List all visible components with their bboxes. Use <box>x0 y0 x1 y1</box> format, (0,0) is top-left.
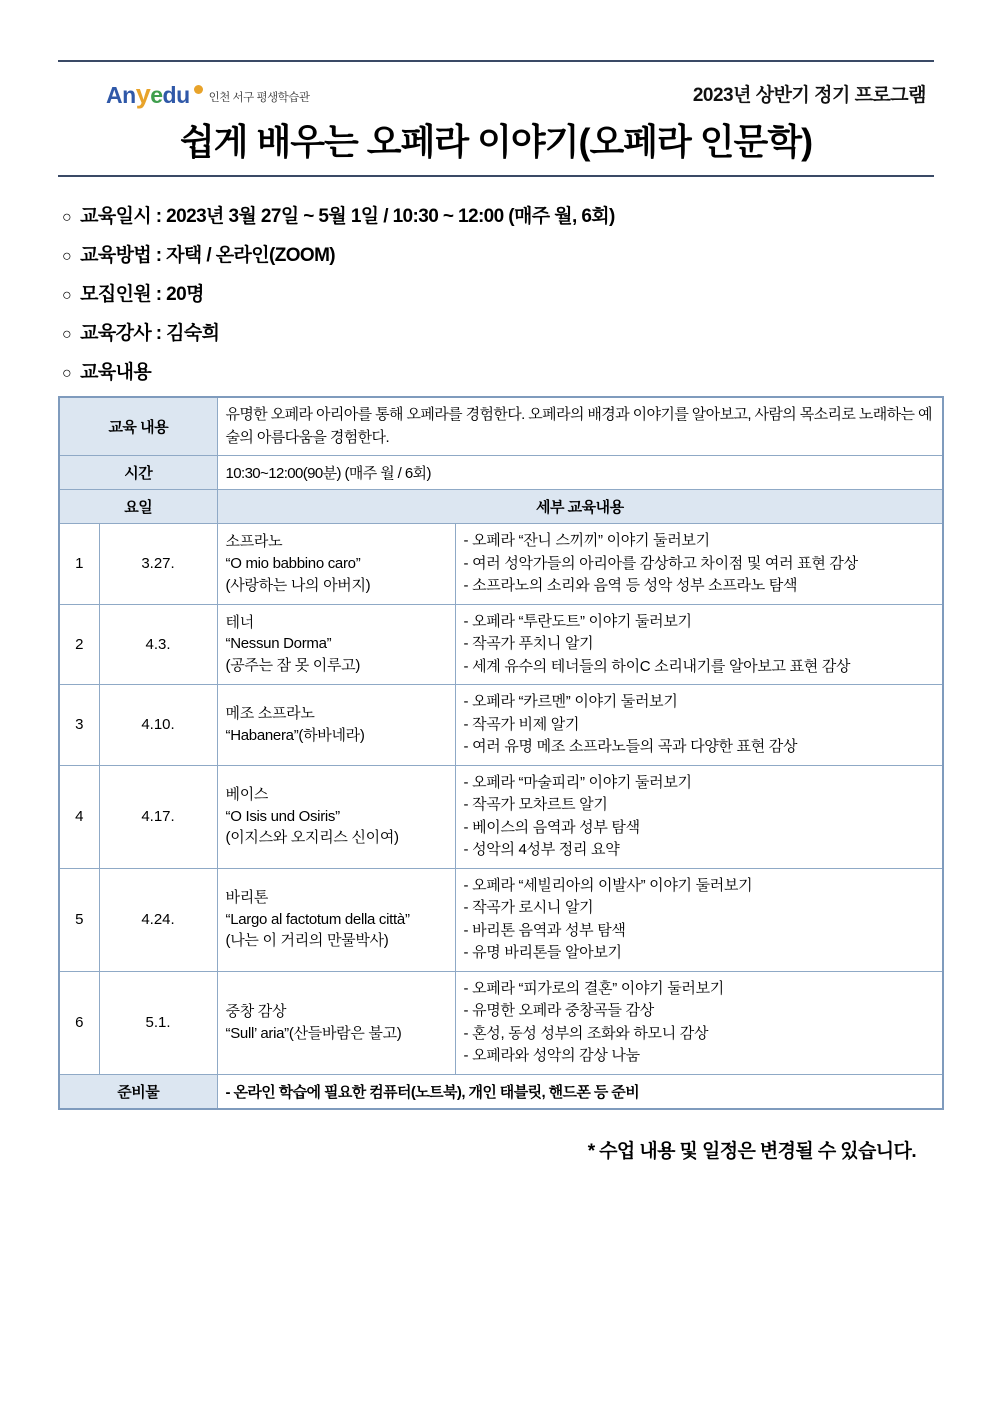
info-item-method <box>62 240 934 267</box>
detail-line: - 여러 유명 메조 소프라노들의 곡과 다양한 표현 감상 <box>463 738 798 755</box>
detail-line: - 오페라 “투란도트” 이야기 둘러보기 <box>463 612 692 630</box>
footnote: * 수업 내용 및 일정은 변경될 수 있습니다. <box>587 1140 916 1162</box>
info-item-content <box>62 357 934 384</box>
detail-line: - 작곡가 모차르트 알기 <box>463 796 608 813</box>
row-label-time: 시간 <box>59 456 217 490</box>
row-date: 4.3. <box>99 604 217 685</box>
circle-bullet-icon: ○ <box>62 287 72 304</box>
detail-line: - 소프라노의 소리와 음역 등 성악 성부 소프라노 탐색 <box>463 577 798 594</box>
row-topic <box>217 524 455 605</box>
info-item-instructor <box>62 318 934 345</box>
row-value-time: 10:30~12:00(90분) (매주 월 / 6회) <box>217 456 943 490</box>
row-number: 2 <box>59 604 99 685</box>
table-row-content <box>59 397 943 456</box>
row-topic <box>217 971 455 1074</box>
detail-line: - 오페라 “잔니 스끼끼” 이야기 둘러보기 <box>463 532 710 549</box>
page-title-paren: (오페라 인문학) <box>578 121 813 162</box>
detail-line: - 오페라 “피가로의 결혼” 이야기 둘러보기 <box>463 979 724 997</box>
row-date: 4.24. <box>99 868 217 971</box>
circle-bullet-icon: ○ <box>62 248 72 265</box>
info-item-schedule <box>62 201 934 228</box>
logo-wordmark: Anyedu <box>106 79 190 109</box>
detail-line: - 세계 유수의 테너들의 하이C 소리내기를 알아보고 표현 감상 <box>463 657 851 675</box>
row-number: 5 <box>59 868 99 971</box>
row-value-prep: - 온라인 학습에 필요한 컴퓨터(노트북), 개인 태블릿, 핸드폰 등 준비 <box>217 1074 943 1109</box>
detail-line: - 유명한 오페라 중창곡들 감상 <box>463 1002 654 1019</box>
column-header-detail: 세부 교육내용 <box>217 490 943 524</box>
page-title-main: 쉽게 배우는 오페라 이야기 <box>179 121 579 162</box>
info-item-label: 교육강사 : 김숙희 <box>80 323 220 344</box>
row-number: 6 <box>59 971 99 1074</box>
topic-line: (나는 이 거리의 만물박사) <box>225 932 389 950</box>
topic-line: 중창 감상 <box>225 1002 287 1020</box>
topic-line: (이지스와 오지리스 신이여) <box>225 829 399 847</box>
detail-line: - 유명 바리톤들 알아보기 <box>463 944 622 961</box>
detail-line: - 베이스의 음역과 성부 탐색 <box>463 818 640 836</box>
table-row <box>59 971 943 1074</box>
row-details <box>455 685 943 766</box>
topic-line: “O Isis und Osiris” <box>225 807 340 825</box>
row-number: 3 <box>59 685 99 766</box>
page-title <box>58 114 934 165</box>
detail-line: - 작곡가 비제 알기 <box>463 715 580 733</box>
curriculum-table <box>58 396 944 1110</box>
row-value-content: 유명한 오페라 아리아를 통해 오페라를 경험한다. 오페라의 배경과 이야기를 알아보고, 사람의 목소리로 노래하는 예술의 아름다움을 경험한다. <box>217 397 943 456</box>
info-item-label: 모집인원 : 20명 <box>80 284 204 305</box>
info-item-label: 교육내용 <box>80 362 152 383</box>
info-item-label: 교육방법 : 자택 / 온라인(ZOOM) <box>80 245 336 266</box>
document-header <box>58 68 934 177</box>
row-topic <box>217 685 455 766</box>
table-row <box>59 604 943 685</box>
row-details <box>455 524 943 605</box>
info-item-label: 교육일시 : 2023년 3월 27일 ~ 5월 1일 / 10:30 ~ 12:00 (매주 월, 6회) <box>80 206 615 227</box>
detail-line: - 오페라와 성악의 감상 나눔 <box>463 1047 640 1064</box>
row-details <box>455 868 943 971</box>
row-number: 1 <box>59 524 99 605</box>
row-date: 4.17. <box>99 765 217 868</box>
info-list <box>58 201 934 384</box>
table-row-time <box>59 456 943 490</box>
topic-line: 테너 <box>225 613 254 631</box>
row-topic <box>217 604 455 685</box>
detail-line: - 작곡가 로시니 알기 <box>463 899 594 916</box>
row-date: 3.27. <box>99 524 217 605</box>
row-topic <box>217 765 455 868</box>
table-row-prep <box>59 1074 943 1109</box>
logo-dot-icon <box>194 85 203 94</box>
detail-line: - 여러 성악가들의 아리아를 감상하고 차이점 및 여러 표현 감상 <box>463 554 858 572</box>
column-header-day: 요일 <box>59 490 217 524</box>
row-topic <box>217 868 455 971</box>
row-date: 4.10. <box>99 685 217 766</box>
detail-line: - 오페라 “마술피리” 이야기 둘러보기 <box>463 773 692 791</box>
detail-line: - 성악의 4성부 정리 요약 <box>463 841 620 858</box>
row-label-content: 교육 내용 <box>59 397 217 456</box>
program-label: 2023년 상반기 정기 프로그램 <box>692 85 926 106</box>
logo-subtitle: 인천 서구 평생학습관 <box>208 92 310 104</box>
header-bottom-divider <box>58 175 934 177</box>
topic-line: 바리톤 <box>225 888 269 906</box>
table-row <box>59 524 943 605</box>
detail-line: - 오페라 “카르멘” 이야기 둘러보기 <box>463 693 678 710</box>
topic-line: (사랑하는 나의 아버지) <box>225 576 371 594</box>
topic-line: “Nessun Dorma” <box>225 635 332 653</box>
table-row <box>59 765 943 868</box>
row-details <box>455 604 943 685</box>
topic-line: 메조 소프라노 <box>225 705 315 722</box>
row-details <box>455 971 943 1074</box>
detail-line: - 작곡가 푸치니 알기 <box>463 635 594 652</box>
topic-line: “Largo al factotum della città” <box>225 910 410 928</box>
topic-line: 소프라노 <box>225 533 283 551</box>
row-number: 4 <box>59 765 99 868</box>
circle-bullet-icon: ○ <box>62 209 72 226</box>
row-date: 5.1. <box>99 971 217 1074</box>
header-top-divider <box>58 60 934 62</box>
topic-line: (공주는 잠 못 이루고) <box>225 657 361 675</box>
info-item-capacity <box>62 279 934 306</box>
topic-line: “Sull’ aria”(산들바람은 불고) <box>225 1024 402 1042</box>
detail-line: - 오페라 “세빌리아의 이발사” 이야기 둘러보기 <box>463 876 753 894</box>
topic-line: “O mio babbino caro” <box>225 554 361 572</box>
table-row <box>59 868 943 971</box>
row-label-prep: 준비물 <box>59 1074 217 1109</box>
circle-bullet-icon: ○ <box>62 365 72 382</box>
table-header-row <box>59 490 943 524</box>
row-details <box>455 765 943 868</box>
table-row <box>59 685 943 766</box>
topic-line: “Habanera”(하바네라) <box>225 726 365 744</box>
topic-line: 베이스 <box>225 785 269 803</box>
detail-line: - 혼성, 동성 성부의 조화와 하모니 감상 <box>463 1024 709 1042</box>
circle-bullet-icon: ○ <box>62 326 72 343</box>
detail-line: - 바리톤 음역과 성부 탐색 <box>463 921 626 939</box>
